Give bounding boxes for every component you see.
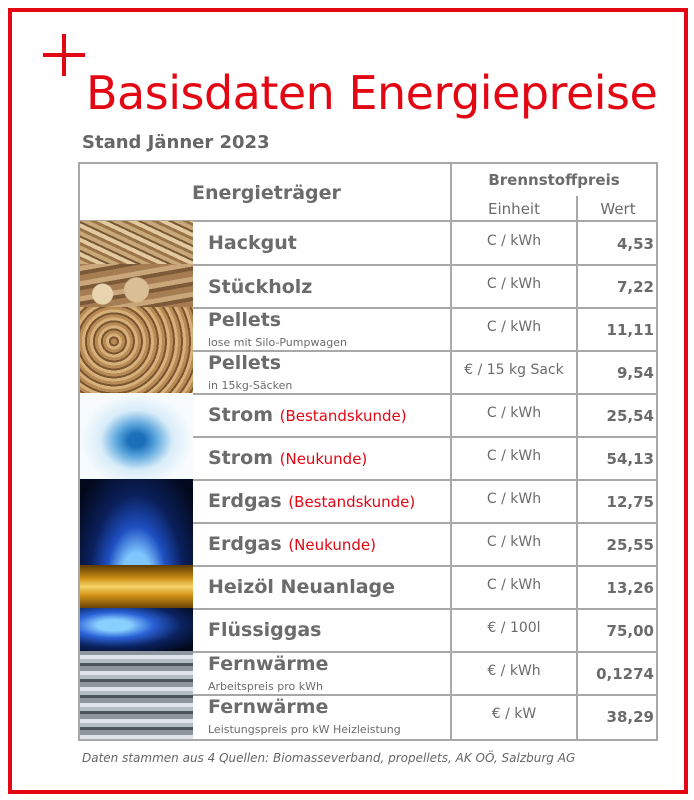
header-energy: Energieträger [192, 182, 341, 204]
source-footnote: Daten stammen aus 4 Quellen: Biomasseverband, propellets, AK OÖ, Salzburg AG [82, 751, 576, 765]
row-name: Pellets [208, 352, 282, 374]
row-value: 25,55 [606, 536, 654, 554]
row-value: 9,54 [616, 364, 654, 382]
row-name: Strom [208, 404, 273, 426]
row-unit: C / kWh [486, 448, 542, 464]
row-unit: € / kW [491, 706, 537, 722]
row-note: (Bestandskunde) [279, 407, 407, 425]
price-table [78, 162, 658, 741]
table-row [80, 479, 656, 522]
table-row [80, 436, 656, 479]
row-unit: C / kWh [486, 577, 542, 593]
row-subtext: Leistungspreis pro kW Heizleistung [208, 723, 401, 736]
row-note: (Bestandskunde) [288, 493, 416, 511]
row-value: 0,1274 [596, 665, 654, 683]
row-unit: C / kWh [486, 405, 542, 421]
table-row [80, 393, 656, 436]
row-name: Fernwärme [208, 696, 329, 718]
header-value: Wert [600, 200, 636, 218]
table-row [80, 608, 656, 651]
header-price: Brennstoffpreis [488, 171, 620, 189]
row-value: 38,29 [606, 708, 654, 726]
row-name: Heizöl Neuanlage [208, 576, 396, 598]
table-row [80, 522, 656, 565]
row-subtext: lose mit Silo-Pumpwagen [208, 336, 347, 349]
row-name: Flüssiggas [208, 619, 322, 641]
page-title: Basisdaten Energiepreise [86, 66, 658, 120]
plus-icon [43, 34, 85, 76]
row-value: 12,75 [606, 493, 654, 511]
row-name: Erdgas [208, 490, 282, 512]
row-name: Strom [208, 447, 273, 469]
table-row [80, 651, 656, 694]
table-row [80, 307, 656, 350]
row-name: Fernwärme [208, 653, 329, 675]
row-unit: € / 15 kg Sack [464, 362, 564, 378]
row-value: 54,13 [606, 450, 654, 468]
row-value: 25,54 [606, 407, 654, 425]
header-unit: Einheit [488, 200, 540, 218]
row-subtext: in 15kg-Säcken [208, 379, 293, 392]
row-note: (Neukunde) [288, 536, 376, 554]
row-unit: C / kWh [486, 534, 542, 550]
row-unit: C / kWh [486, 319, 542, 335]
table-row [80, 264, 656, 307]
row-value: 13,26 [606, 579, 654, 597]
row-note: (Neukunde) [279, 450, 368, 468]
row-name: Hackgut [208, 232, 297, 254]
row-name: Erdgas [208, 533, 282, 555]
table-row [80, 694, 656, 739]
row-unit: € / 100l [487, 620, 541, 636]
row-unit: C / kWh [486, 233, 542, 249]
row-value: 7,22 [616, 278, 654, 296]
table-row [80, 565, 656, 608]
row-value: 11,11 [606, 321, 654, 339]
row-value: 4,53 [616, 235, 654, 253]
row-unit: € / kWh [487, 663, 541, 679]
row-name: Stückholz [208, 276, 313, 298]
table-row [80, 221, 656, 264]
row-unit: C / kWh [486, 491, 542, 507]
table-row [80, 350, 656, 393]
row-unit: C / kWh [486, 276, 542, 292]
row-value: 75,00 [606, 622, 654, 640]
row-subtext: Arbeitspreis pro kWh [208, 680, 323, 693]
row-name: Pellets [208, 309, 282, 331]
page-subtitle: Stand Jänner 2023 [82, 132, 270, 153]
